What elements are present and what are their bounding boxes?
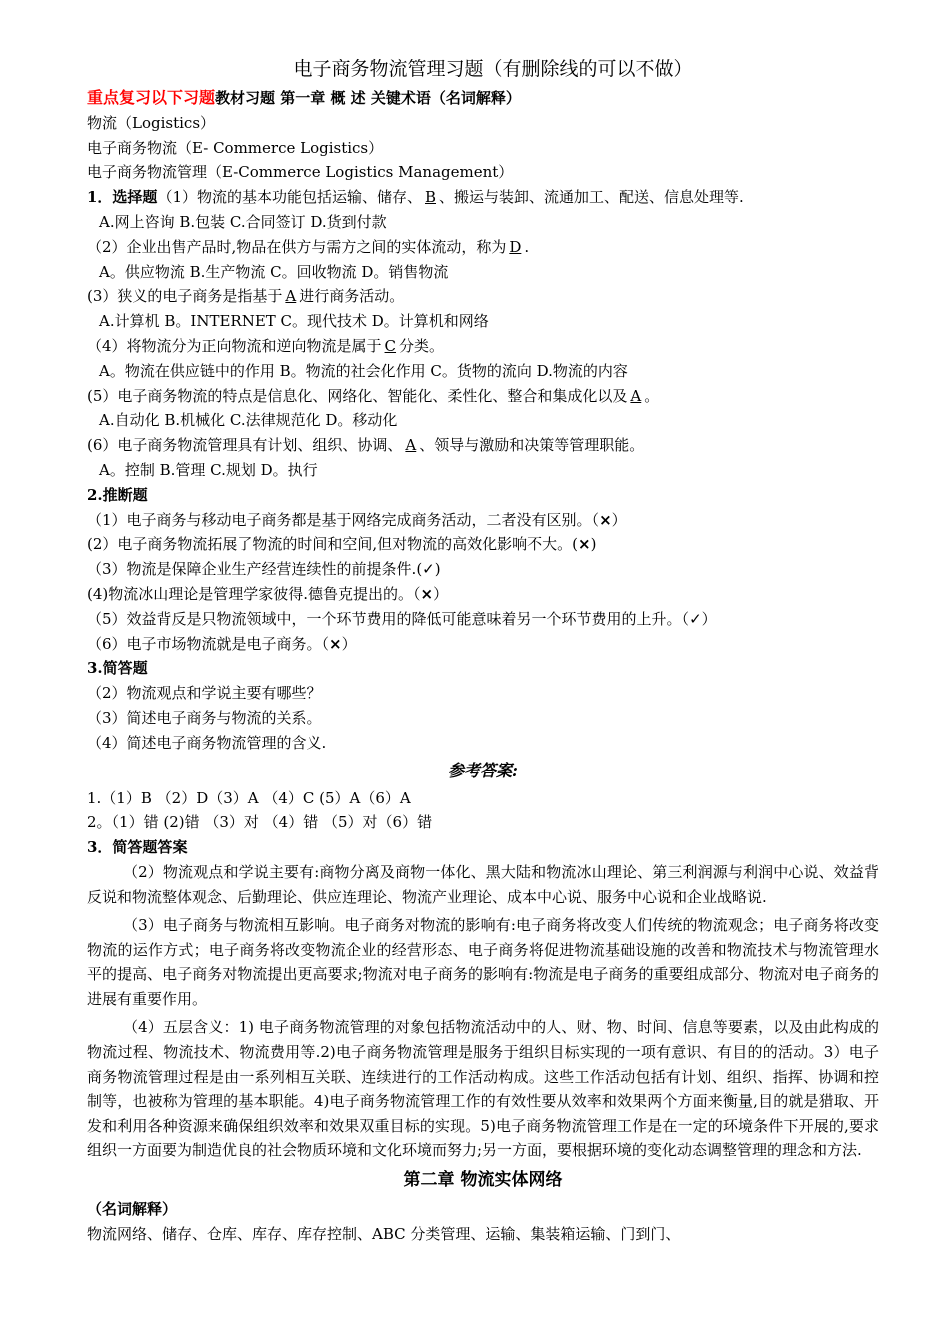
tf-item: （1）电子商务与移动电子商务都是基于网络完成商务活动，二者没有区别。（×）: [87, 510, 627, 529]
answer-blank: D: [509, 237, 522, 256]
question-3-options: A.计算机 B。INTERNET C。现代技术 D。计算机和网络: [99, 312, 489, 331]
term-item: 电子商务物流管理（E-Commerce Logistics Management）: [87, 163, 514, 182]
tf-item: (4)物流冰山理论是管理学家彼得.德鲁克提出的。（×）: [87, 584, 449, 603]
subtitle-rest: 教材习题 第一章 概 述 关键术语（名词解释）: [215, 89, 521, 107]
sa-item: （4）简述电子商务物流管理的含义.: [87, 733, 327, 752]
cross-mark: ×: [599, 510, 612, 529]
question-5-options: A.自动化 B.机械化 C.法律规范化 D。移动化: [99, 411, 398, 430]
cross-mark: ×: [329, 634, 342, 653]
answer-paragraph-4: （4）五层含义：1) 电子商务物流管理的对象包括物流活动中的人、财、物、时间、信息等要素，以及由此构成的物流过程、物流技术、物流费用等.2)电子商务物流管理是服务于组织目标实现的一项有意识、有目的的活动。3）电子商务物流管理过程是由一系列相互关联、连续进行的工作活动构成。这些工作活动包括有计划、组织、指挥、协调和控制等，也被称为管理的基本职能。4)电子商务物流管理工作的有效性要从效率和效果两个方面来衡量,目的就是猎取、开发和利用各种资源来确保组织效率和效果双重目标的实现。5)电子商务物流管理工作是在一定的环境条件下开展的,要求组织一方面要为制造优良的社会物质环境和文化环境而努力;另一方面，要根据环境的变化动态调整管理的理念和方法.: [87, 1018, 879, 1160]
answer-blank: B: [424, 188, 437, 207]
question-1: 1．选择题（1）物流的基本功能包括运输、储存、 B 、搬运与装卸、流通加工、配送、信息处理等.: [87, 188, 744, 207]
term-item: 物流（Logistics）: [87, 113, 216, 132]
tf-item: （6）电子市场物流就是电子商务。（×）: [87, 634, 357, 653]
question-2-options: A。供应物流 B.生产物流 C。回收物流 D。销售物流: [99, 262, 449, 281]
sa-heading: 3.简答题: [87, 659, 148, 678]
cross-mark: ×: [420, 584, 434, 603]
tf-item: (2）电子商务物流拓展了物流的时间和空间,但对物流的高效化影响不大。(×): [87, 535, 597, 554]
question-6: (6）电子商务物流管理具有计划、组织、协调、 A 、领导与激励和决策等管理职能。: [87, 436, 645, 455]
mc-heading: 1．选择题: [87, 188, 158, 207]
answer-paragraph-3: （3）电子商务与物流相互影响。电子商务对物流的影响有:电子商务将改变人们传统的物流观念；电子商务将改变物流的运作方式；电子商务将改变物流企业的经营形态、电子商务将促进物流基础设施的改善和物流技术与物流管理水平的提高、电子商务对物流提出更高要求;物流对电子商务的影响有:物流是电子商务的重要组成部分、物流对电子商务的进展有重要作用。: [87, 916, 879, 1008]
tf-item: （3）物流是保障企业生产经营连续性的前提条件.(✓): [87, 560, 441, 579]
question-4: （4）将物流分为正向物流和逆向物流是属于 C 分类。: [87, 336, 445, 355]
answers-sa-heading: 3．简答题答案: [87, 838, 188, 857]
answer-blank: A: [630, 386, 642, 405]
answers-heading: 参考答案:: [448, 760, 518, 780]
tf-item: （5）效益背反是只物流领域中，一个环节费用的降低可能意味着另一个环节费用的上升。（✓）: [87, 609, 717, 628]
section-subtitle: [87, 86, 879, 111]
question-4-options: A。物流在供应链中的作用 B。物流的社会化作用 C。货物的流向 D.物流的内容: [99, 361, 628, 380]
answer-blank: A: [405, 436, 417, 455]
term-item: 电子商务物流（E- Commerce Logistics）: [87, 138, 384, 157]
answer-blank: C: [384, 336, 397, 355]
question-5: (5）电子商务物流的特点是信息化、网络化、智能化、柔性化、整合和集成化以及 A 。: [87, 386, 660, 405]
document-title: 电子商务物流管理习题（有删除线的可以不做）: [293, 58, 693, 80]
answers-tf: 2。（1）错 (2)错 （3）对 （4）错 （5）对（6）错: [87, 813, 433, 832]
question-2: （2）企业出售产品时,物品在供方与需方之间的实体流动，称为 D .: [87, 237, 530, 256]
sa-item: （2）物流观点和学说主要有哪些？: [87, 684, 322, 703]
chapter-2-title: 第二章 物流实体网络: [403, 1170, 563, 1191]
check-mark-icon: ✓: [422, 560, 435, 579]
answers-mc: 1.（1）B （2）D（3）A （4）C (5）A（6）A: [87, 788, 411, 807]
highlight-text: 重点复习以下习题: [87, 88, 216, 107]
tf-heading: 2.推断题: [87, 485, 148, 504]
answer-blank: A: [285, 287, 297, 306]
document-page: [87, 52, 879, 1247]
cross-mark: ×: [578, 535, 591, 554]
question-1-options: A.网上咨询 B.包装 C.合同签订 D.货到付款: [99, 212, 387, 231]
chapter-2-terms: 物流网络、储存、仓库、库存、库存控制、ABC 分类管理、运输、集装箱运输、门到门、: [87, 1224, 681, 1243]
question-6-options: A。控制 B.管理 C.规划 D。执行: [99, 460, 318, 479]
question-3: (3）狭义的电子商务是指基于 A 进行商务活动。: [87, 287, 405, 306]
chapter-2-subheading: （名词解释）: [87, 1200, 178, 1219]
sa-item: （3）简述电子商务与物流的关系。: [87, 708, 322, 727]
answer-paragraph-2: （2）物流观点和学说主要有:商物分离及商物一体化、黑大陆和物流冰山理论、第三利润源与利润中心说、效益背反说和物流整体观念、后勤理论、供应连理论、物流产业理论、成本中心说、服务中心说和企业战略说.: [87, 862, 879, 906]
check-mark-icon: ✓: [689, 609, 702, 628]
